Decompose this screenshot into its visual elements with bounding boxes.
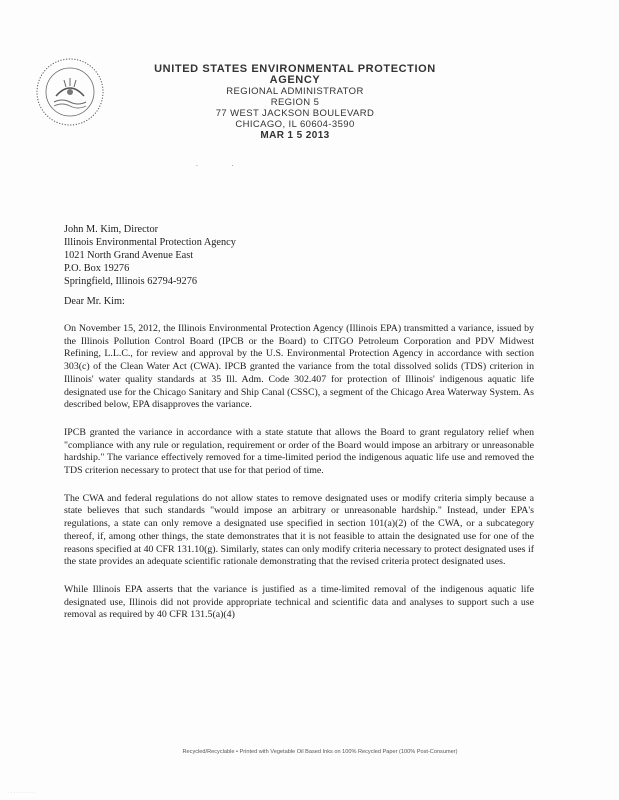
scan-edge-marks: · · · · · · · · · ·	[8, 790, 35, 795]
addressee-line: Springfield, Illinois 62794-9276	[64, 276, 197, 287]
street-address: 77 WEST JACKSON BOULEVARD	[215, 108, 375, 119]
epa-seal-icon	[34, 56, 106, 128]
date-stamp: MAR 1 5 2013	[260, 130, 330, 141]
city-address: CHICAGO, IL 60604-3590	[235, 119, 355, 130]
addressee-line: Illinois Environmental Protection Agency	[64, 237, 236, 248]
salutation: Dear Mr. Kim:	[64, 296, 125, 307]
letterhead	[130, 64, 460, 141]
addressee-line: P.O. Box 19276	[64, 263, 130, 274]
body-paragraph: On November 15, 2012, the Illinois Environmental Protection Agency (Illinois EPA) transmitted a variance, issued by the Illinois Pollution Control Board (IPCB or the Board) to CITGO Petroleum Corporation and PDV Midwest Refining, L.L.C., for review and approval by the U.S. Environmental Protection Agency in accordance with section 303(c) of the Clean Water Act (CWA). IPCB granted the variance from the total dissolved solids (TDS) criterion in Illinois' water quality standards at 35 Ill. Adm. Code 302.407 for protection of Illinois' indigenous aquatic life designated use for the Chicago Sanitary and Ship Canal (CSSC), a segment of the Chicago Area Waterway System. As described below, EPA disapproves the variance.	[64, 323, 534, 411]
addressee-line: John M. Kim, Director	[64, 224, 159, 235]
office-title: REGIONAL ADMINISTRATOR	[226, 86, 364, 97]
agency-name: UNITED STATES ENVIRONMENTAL PROTECTION AGENCY	[154, 63, 436, 86]
recycled-footer: Recycled/Recyclable • Printed with Vegetable Oil Based Inks on 100% Recycled Paper (100% Post-Consumer)	[182, 749, 458, 755]
region-label: REGION 5	[270, 97, 320, 108]
body-paragraph: The CWA and federal regulations do not allow states to remove designated uses or modify criteria simply because a state believes that such standards "would impose an arbitrary or unreasonable hardship." Instead, under EPA's regulations, a state can only remove a designated use specified in section 101(a)(2) of the CWA, or a subcategory thereof, if, among other things, the state demonstrates that it is not feasible to attain the designated use for one of the reasons specified at 40 CFR 131.10(g). Similarly, states can only modify criteria necessary to protect designated uses if the state provides an adequate scientific rationale demonstrating that the revised criteria protect designated uses.	[64, 492, 534, 568]
letter-body	[64, 323, 534, 637]
addressee-line: 1021 North Grand Avenue East	[64, 250, 194, 261]
addressee-block	[64, 223, 464, 288]
body-paragraph: IPCB granted the variance in accordance with a state statute that allows the Board to grant regulatory relief when "compliance with any rule or regulation, requirement or order of the Board would impose an arbitrary or unreasonable hardship." The variance effectively removed for a time-limited period the indigenous aquatic life use and removed the TDS criterion necessary to protect that use for that period of time.	[64, 426, 534, 477]
scan-marks: . .	[196, 160, 234, 168]
body-paragraph: While Illinois EPA asserts that the variance is justified as a time-limited removal of the indigenous aquatic life designated use, Illinois did not provide appropriate technical and scientific data and analyses to support such a use removal as required by 40 CFR 131.5(a)(4)	[64, 583, 534, 621]
